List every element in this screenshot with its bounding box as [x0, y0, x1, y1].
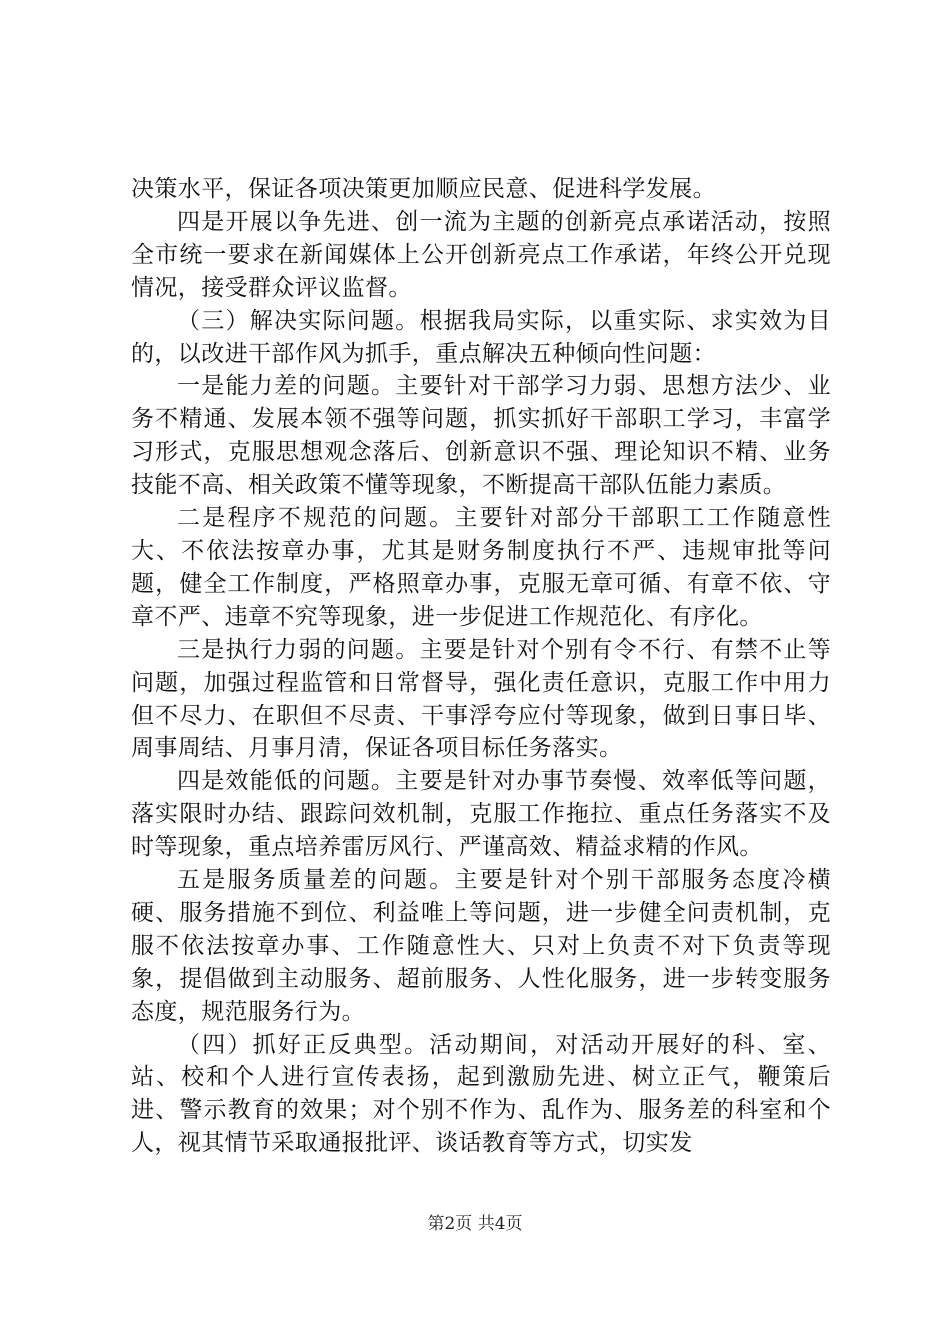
paragraph-continuation: 决策水平，保证各项决策更加顺应民意、促进科学发展。	[131, 176, 716, 202]
paragraph-problem-one: 一是能力差的问题。主要针对干部学习力弱、思想方法少、业务不精通、发展本领不强等问题，抓实抓好干部职工学习，丰富学习形式，克服思想观念落后、创新意识不强、理论知识不精、业务技能不高、相关政策不懂等现象，不断提高干部队伍能力素质。	[131, 373, 831, 499]
page-number-footer: 第2页 共4页	[427, 1214, 523, 1234]
paragraph-section-three: （三）解决实际问题。根据我局实际，以重实际、求实效为目的，以改进干部作风为抓手，重点解决五种倾向性问题：	[131, 307, 831, 367]
document-body	[131, 173, 831, 1160]
paragraph-problem-five: 五是服务质量差的问题。主要是针对个别干部服务态度冷横硬、服务措施不到位、利益唯上等问题，进一步健全问责机制，克服不依法按章办事、工作随意性大、只对上负责不对下负责等现象，提倡做到主动服务、超前服务、人性化服务，进一步转变服务态度，规范服务行为。	[131, 867, 831, 1025]
paragraph-section-four: （四）抓好正反典型。活动期间，对活动开展好的科、室、站、校和个人进行宣传表扬，起到激励先进、树立正气，鞭策后进、警示教育的效果；对个别不作为、乱作为、服务差的科室和个人，视其情节采取通报批评、谈话教育等方式，切实发	[131, 1031, 831, 1157]
paragraph-problem-three: 三是执行力弱的问题。主要是针对个别有令不行、有禁不止等问题，加强过程监管和日常督导，强化责任意识，克服工作中用力但不尽力、在职但不尽责、干事浮夸应付等现象，做到日事日毕、周事周结、月事月清，保证各项目标任务落实。	[131, 636, 831, 762]
paragraph-item-four-commitment: 四是开展以争先进、创一流为主题的创新亮点承诺活动，按照全市统一要求在新闻媒体上公开创新亮点工作承诺，年终公开兑现情况，接受群众评议监督。	[131, 208, 831, 301]
paragraph-problem-four: 四是效能低的问题。主要是针对办事节奏慢、效率低等问题，落实限时办结、跟踪问效机制，克服工作拖拉、重点任务落实不及时等现象，重点培养雷厉风行、严谨高效、精益求精的作风。	[131, 768, 831, 861]
paragraph-problem-two: 二是程序不规范的问题。主要针对部分干部职工工作随意性大、不依法按章办事，尤其是财务制度执行不严、违规审批等问题，健全工作制度，严格照章办事，克服无章可循、有章不依、守章不严、违章不究等现象，进一步促进工作规范化、有序化。	[131, 505, 831, 630]
